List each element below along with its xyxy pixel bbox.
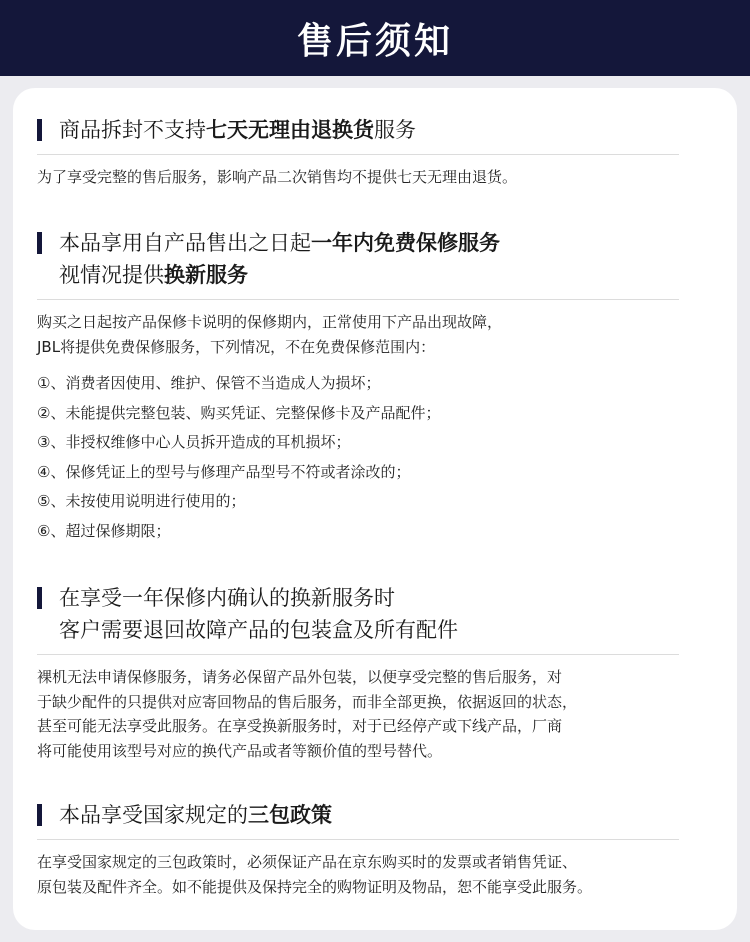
- body-line: 甚至可能无法享受此服务。在享受换新服务时，对于已经停产或下线产品，厂商: [37, 717, 563, 735]
- section-heading: [37, 799, 679, 840]
- page-title: 售后须知: [296, 20, 453, 62]
- heading-text: 商品拆封不支持: [59, 118, 206, 142]
- body-line: 于缺少配件的只提供对应寄回物品的售后服务，而非全部更换，依据返回的状态，: [37, 692, 578, 711]
- list-item: ⑥、超过保修期限；: [37, 521, 171, 540]
- list-item: ⑤、未按使用说明进行使用的；: [37, 492, 246, 510]
- section-warranty: [37, 227, 679, 562]
- heading-bold-text: 一年内免费保修服务: [311, 231, 500, 255]
- heading-bar: [37, 232, 42, 254]
- section-no-return: [37, 114, 679, 190]
- body-line: 购买之日起按产品保修卡说明的保修期内，正常使用下产品出现故障，: [37, 313, 503, 331]
- section-heading: [37, 582, 679, 655]
- heading-text: 本品享用自产品售出之日起: [59, 231, 311, 255]
- section-body: [37, 310, 679, 359]
- exclusion-list: [37, 369, 679, 546]
- section-replacement: [37, 582, 679, 763]
- section-three-guarantees: [37, 799, 679, 899]
- section-body: [37, 665, 679, 763]
- list-item: ①、消费者因使用、维护、保管不当造成人为损坏；: [37, 374, 381, 392]
- heading-bold-text: 三包政策: [248, 803, 332, 827]
- heading-text: 客户需要退回故障产品的包装盒及所有配件: [59, 618, 458, 642]
- header-banner: [0, 0, 750, 76]
- body-line: 将可能使用该型号对应的换代产品或者等额价值的型号替代。: [37, 741, 443, 760]
- section-body: 为了享受完整的售后服务，影响产品二次销售均不提供七天无理由退货。: [37, 168, 518, 186]
- heading-text: 视情况提供: [59, 263, 164, 287]
- body-line: 在享受国家规定的三包政策时，必须保证产品在京东购买时的发票或者销售凭证、: [37, 853, 578, 871]
- list-item: ③、非授权维修中心人员拆开造成的耳机损坏；: [37, 433, 351, 451]
- heading-bold-text: 换新服务: [164, 263, 248, 287]
- heading-bar: [37, 587, 42, 609]
- section-body: [37, 850, 679, 899]
- body-line: 裸机无法申请保修服务，请务必保留产品外包装，以便享受完整的售后服务，对: [37, 668, 563, 686]
- heading-bar: [37, 119, 42, 141]
- heading-text: 服务: [374, 118, 416, 142]
- list-item: ④、保修凭证上的型号与修理产品型号不符或者涂改的；: [37, 462, 411, 481]
- section-heading: [37, 227, 679, 300]
- body-line: 原包装及配件齐全。如不能提供及保持完全的购物证明及物品，恕不能享受此服务。: [37, 877, 593, 896]
- heading-text: 本品享受国家规定的: [59, 803, 248, 827]
- body-line: JBL将提供免费保修服务，下列情况，不在免费保修范围内：: [37, 337, 436, 356]
- list-item: ②、未能提供完整包装、购买凭证、完整保修卡及产品配件；: [37, 403, 441, 422]
- section-heading: [37, 114, 679, 155]
- heading-bar: [37, 804, 42, 826]
- heading-text: 在享受一年保修内确认的换新服务时: [59, 586, 395, 610]
- heading-bold-text: 七天无理由退换货: [206, 118, 374, 142]
